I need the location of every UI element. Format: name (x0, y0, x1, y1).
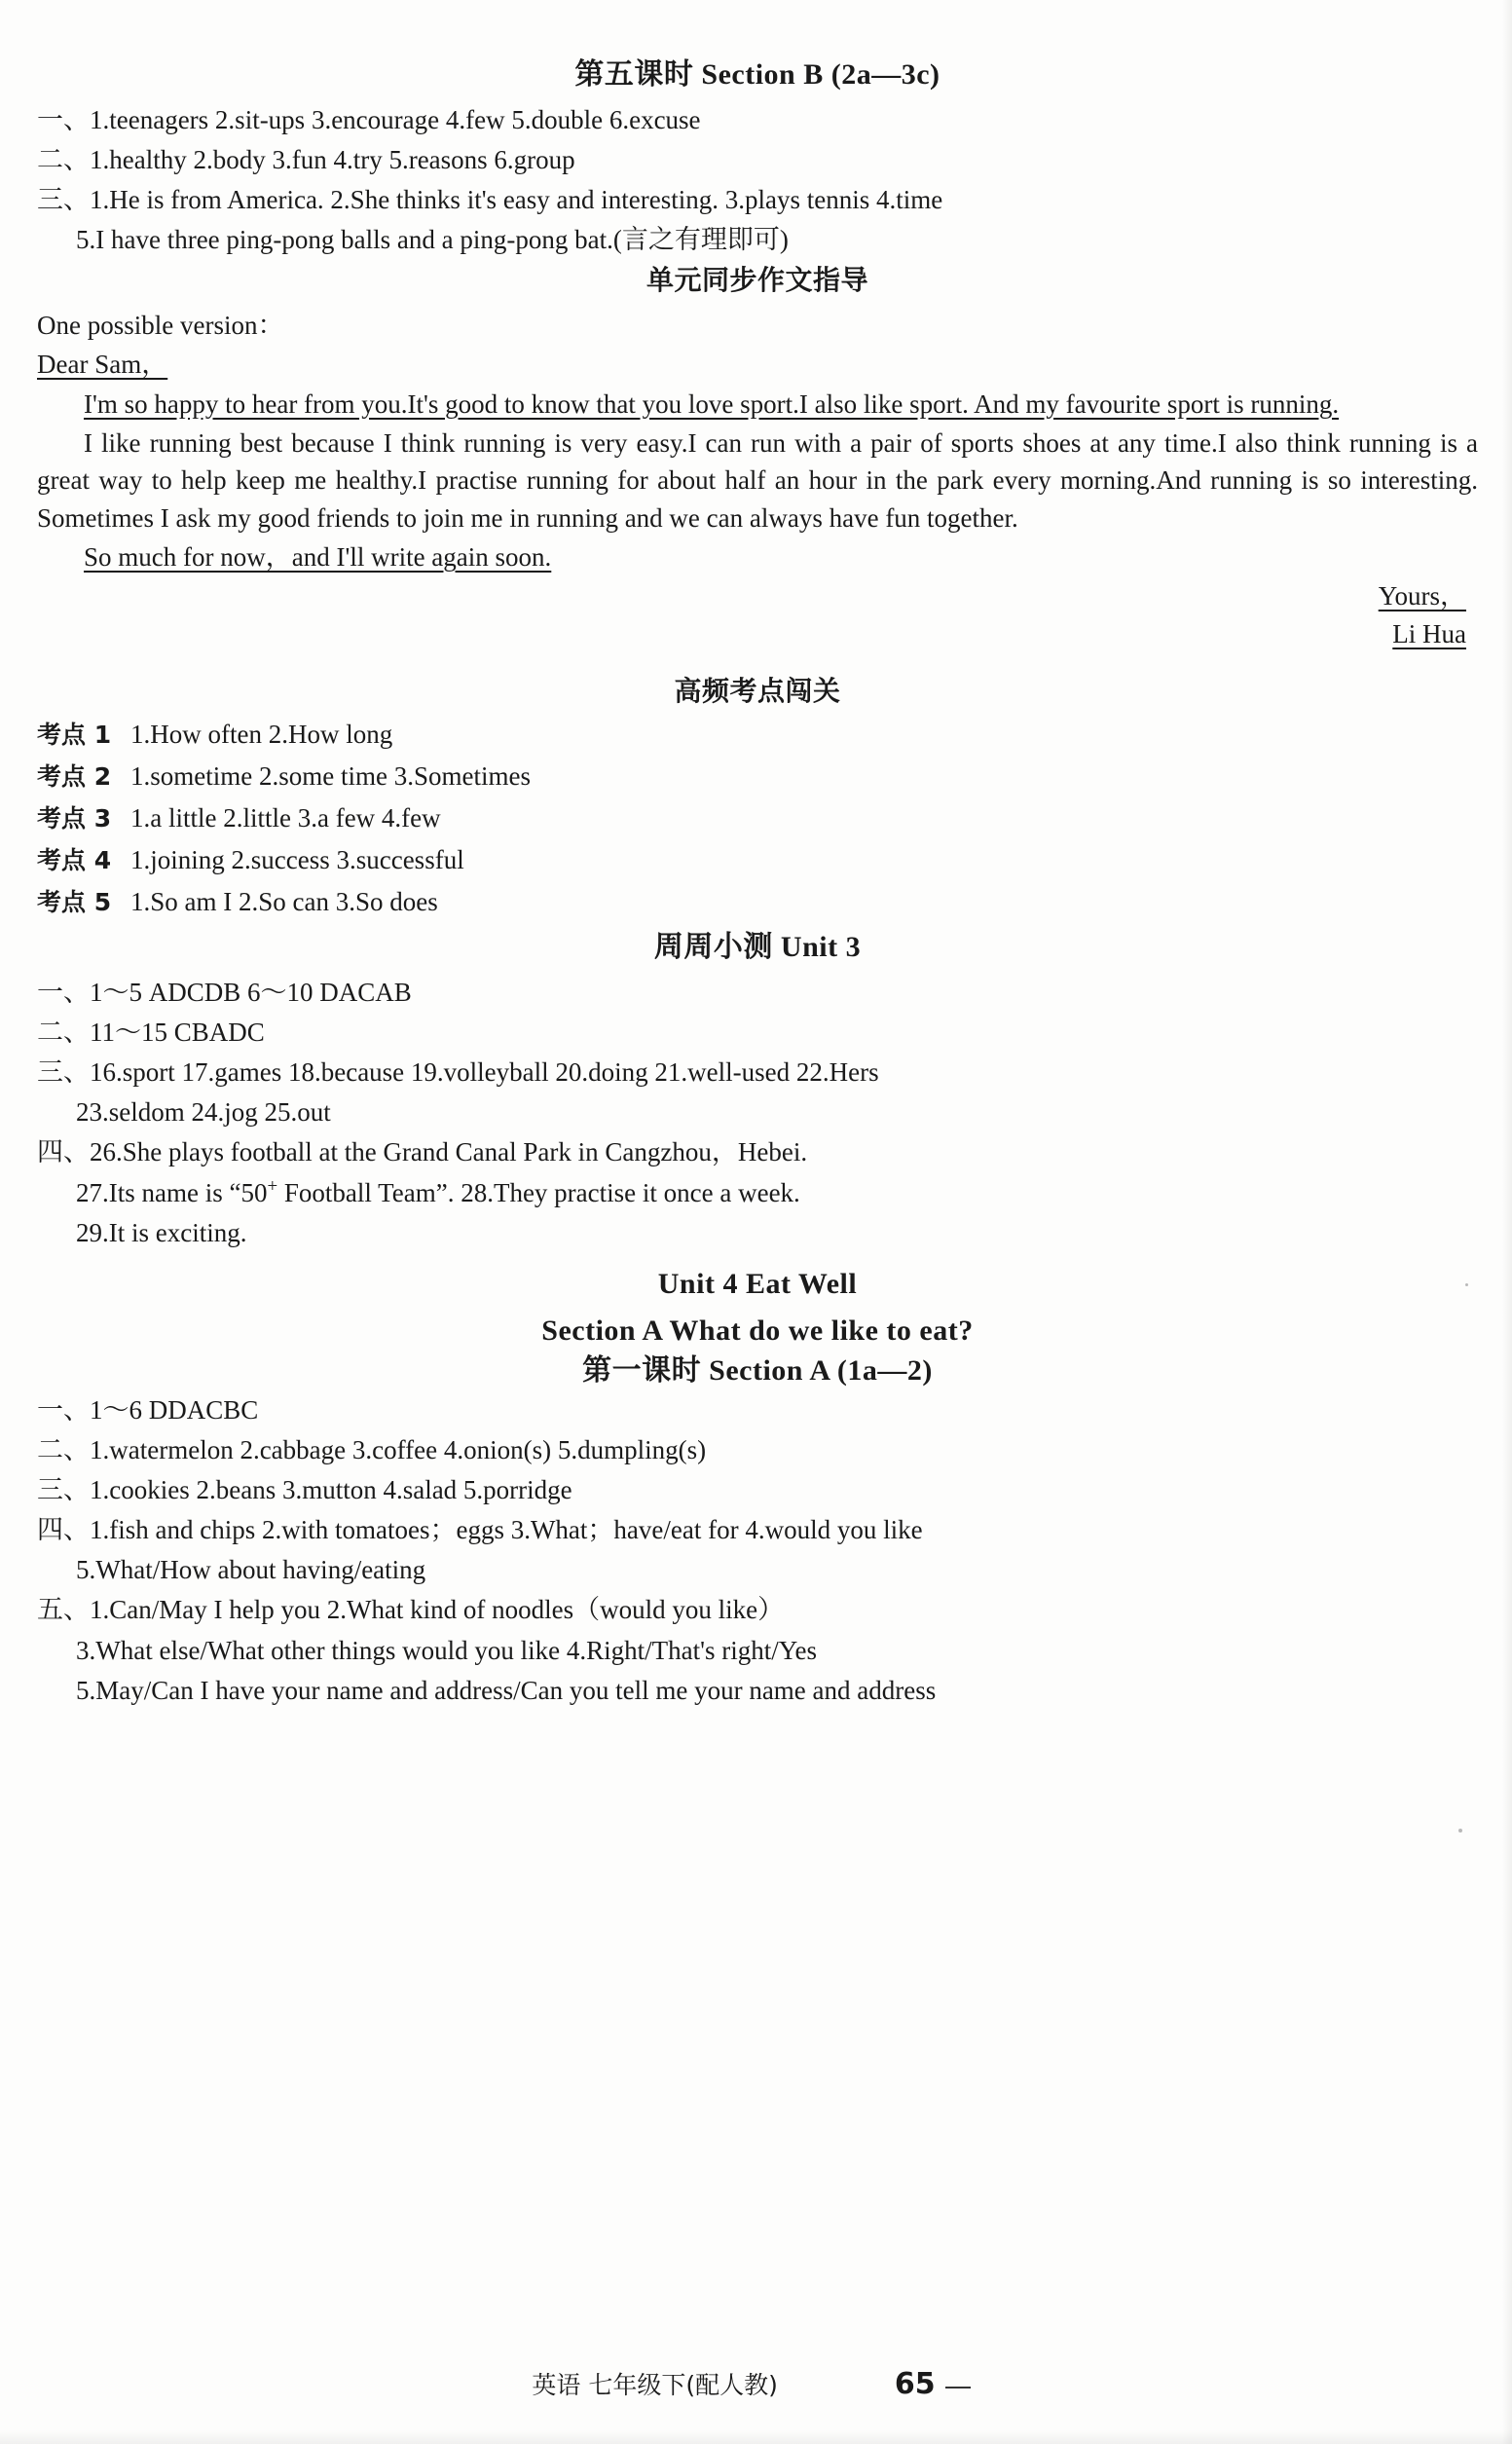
row27-suffix: Football Team”. 28.They practise it once a week. (277, 1178, 800, 1208)
key-point-label: 考点 5 (37, 888, 112, 917)
heading-lesson5-text: 第五课时 Section B (2a—3c) (574, 58, 940, 91)
answer-row: 三、1.He is from America. 2.She thinks it's easy and interesting. 3.plays tennis 4.time (37, 184, 943, 214)
key-point-row (37, 885, 1478, 919)
writing-closing-name (37, 615, 1478, 652)
closing-yours-text: Yours， (1378, 581, 1466, 611)
paragraph-1-text: I'm so happy to hear from you.It's good to know that you love sport.I also like sport. And my favourite sport is running. (84, 389, 1340, 419)
key-point-answers: 1.joining 2.success 3.successful (130, 845, 464, 875)
answer-row: 5.May/Can I have your name and address/Can you tell me your name and address (76, 1675, 937, 1705)
key-point-row (37, 843, 1478, 877)
key-point-answers: 1.sometime 2.some time 3.Sometimes (130, 760, 531, 791)
answer-row: 3.What else/What other things would you like 4.Right/That's right/Yes (76, 1635, 818, 1665)
scan-edge-right (1502, 0, 1512, 2444)
answer-row: 二、11～15 CBADC (37, 1017, 265, 1047)
page-number: 65 (894, 2367, 936, 2401)
heading-lesson5-section-b (37, 56, 1478, 93)
closing-name-text: Li Hua (1392, 618, 1466, 648)
answer-row: 29.It is exciting. (76, 1218, 247, 1248)
heading-unit4-section-a: Section A What do we like to eat? (541, 1314, 974, 1347)
answer-row-27 (37, 1175, 1478, 1210)
key-point-row (37, 759, 1478, 794)
footer-book-label: 英语 七年级下(配人教) (532, 2371, 778, 2399)
heading-unit4: Unit 4 Eat Well (657, 1268, 858, 1301)
key-point-answers: 1.So am I 2.So can 3.So does (130, 887, 438, 917)
row27-prefix: 27.Its name is “50 (76, 1178, 268, 1208)
key-point-answers: 1.How often 2.How long (130, 719, 393, 749)
scan-speck (1458, 1829, 1462, 1833)
writing-paragraph-1 (37, 386, 1478, 423)
page-content (37, 51, 1478, 1714)
page-footer (0, 2366, 1512, 2401)
answer-row: 一、1.teenagers 2.sit-ups 3.encourage 4.few 5.double 6.excuse (37, 104, 701, 134)
answer-row: 三、16.sport 17.games 18.because 19.volleyball 20.doing 21.well-used 22.Hers (37, 1056, 879, 1087)
writing-paragraph-3 (37, 538, 1478, 575)
answer-row: 一、1～6 DDACBC (37, 1394, 259, 1425)
heading-weekly-test-unit3: 周周小测 Unit 3 (653, 931, 862, 964)
writing-intro: One possible version： (37, 310, 284, 340)
writing-closing-yours (37, 577, 1478, 614)
writing-paragraph-2: I like running best because I think running is very easy.I can run with a pair of sports shoes at any time.I also think running is a great way to help keep me healthy.I practise running for about half an hour in the park every morning.And running is so interesting. Sometimes I ask my good friends to join me in running and we can always have fun together. (37, 427, 1478, 533)
key-point-answers: 1.a little 2.little 3.a few 4.few (130, 803, 441, 833)
answer-row: 一、1～5 ADCDB 6～10 DACAB (37, 977, 412, 1007)
paragraph-3-text: So much for now，and I'll write again soon. (84, 541, 552, 572)
key-point-label: 考点 1 (37, 720, 112, 749)
key-point-label: 考点 4 (37, 846, 112, 875)
scan-edge-bottom (0, 2430, 1512, 2444)
footer-rule (945, 2387, 971, 2388)
key-point-row (37, 801, 1478, 835)
key-point-row (37, 718, 1478, 752)
row27-superscript: + (267, 1176, 278, 1198)
key-point-label: 考点 2 (37, 761, 112, 791)
answer-row: 二、1.watermelon 2.cabbage 3.coffee 4.onion(s) 5.dumpling(s) (37, 1435, 707, 1465)
writing-salutation (37, 346, 1478, 383)
answer-row: 5.I have three ping-pong balls and a ping-pong bat.(言之有理即可) (76, 224, 789, 254)
answer-row: 三、1.cookies 2.beans 3.mutton 4.salad 5.porridge (37, 1475, 572, 1505)
answer-row: 5.What/How about having/eating (76, 1555, 426, 1585)
heading-writing-guide: 单元同步作文指导 (645, 263, 868, 296)
heading-high-frequency-points: 高频考点闯关 (674, 674, 841, 707)
answer-row: 五、1.Can/May I help you 2.What kind of noodles（would you like） (37, 1595, 785, 1625)
answer-row: 四、26.She plays football at the Grand Canal Park in Cangzhou，Hebei. (37, 1137, 808, 1167)
answer-row: 23.seldom 24.jog 25.out (76, 1097, 331, 1128)
answer-row: 二、1.healthy 2.body 3.fun 4.try 5.reasons 6.group (37, 144, 575, 174)
answer-row: 四、1.fish and chips 2.with tomatoes；eggs 3.What；have/eat for 4.would you like (37, 1515, 923, 1545)
salutation-text: Dear Sam， (37, 350, 168, 380)
key-point-label: 考点 3 (37, 804, 112, 833)
heading-unit4-lesson1: 第一课时 Section A (1a—2) (582, 1354, 933, 1388)
scan-speck (1465, 1283, 1468, 1286)
